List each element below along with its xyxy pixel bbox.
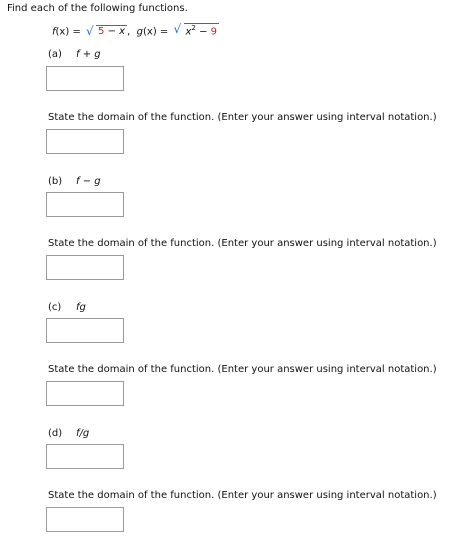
part-d-domain-prompt: State the domain of the function. (Enter your answer using interval notation.) [48,490,437,501]
f-radical [86,25,127,37]
part-c-label [48,302,86,313]
f-variable: (x) [55,26,70,38]
part-a-label [48,49,101,60]
part-b-answer-input[interactable] [46,192,124,217]
part-expression: f − g [76,176,101,187]
f-radical-variable: x [119,26,126,38]
sqrt-icon: √ [173,22,182,36]
part-tag: (b) [48,176,63,187]
g-radical-minus: − [199,26,208,38]
part-c-domain-prompt: State the domain of the function. (Enter your answer using interval notation.) [48,364,437,375]
part-b-label [48,176,101,187]
part-d-domain-input[interactable] [46,507,124,532]
g-radical-exponent: 2 [191,24,196,32]
definitions-separator: , [127,26,131,38]
part-expression: fg [76,302,86,313]
g-equals: = [159,26,169,38]
part-a-answer-input[interactable] [46,66,124,91]
part-a-domain-input[interactable] [46,129,124,154]
part-expression: f/g [76,428,90,439]
sqrt-icon: √ [86,24,94,39]
part-b-domain-prompt: State the domain of the function. (Enter your answer using interval notation.) [48,238,437,249]
g-variable: (x) [143,26,157,38]
part-d-answer-input[interactable] [46,444,124,469]
g-radical [174,23,220,37]
f-name: f [52,26,56,38]
part-c-domain-input[interactable] [46,381,124,406]
part-a-domain-prompt: State the domain of the function. (Enter your answer using interval notation.) [48,112,437,123]
part-tag: (c) [48,302,62,313]
g-radical-number: 9 [210,26,218,38]
part-tag: (d) [48,428,63,439]
instructions-text: Find each of the following functions. [7,3,188,14]
part-tag: (a) [48,49,62,60]
g-name: g [136,26,143,38]
part-b-domain-input[interactable] [46,255,124,280]
f-radical-minus: − [107,26,116,38]
part-d-label [48,428,89,439]
f-equals: = [72,26,81,38]
part-c-answer-input[interactable] [46,318,124,343]
g-radical-variable: x [185,26,192,38]
function-definitions [52,23,219,37]
part-expression: f + g [76,49,101,60]
f-radical-number: 5 [98,26,105,38]
